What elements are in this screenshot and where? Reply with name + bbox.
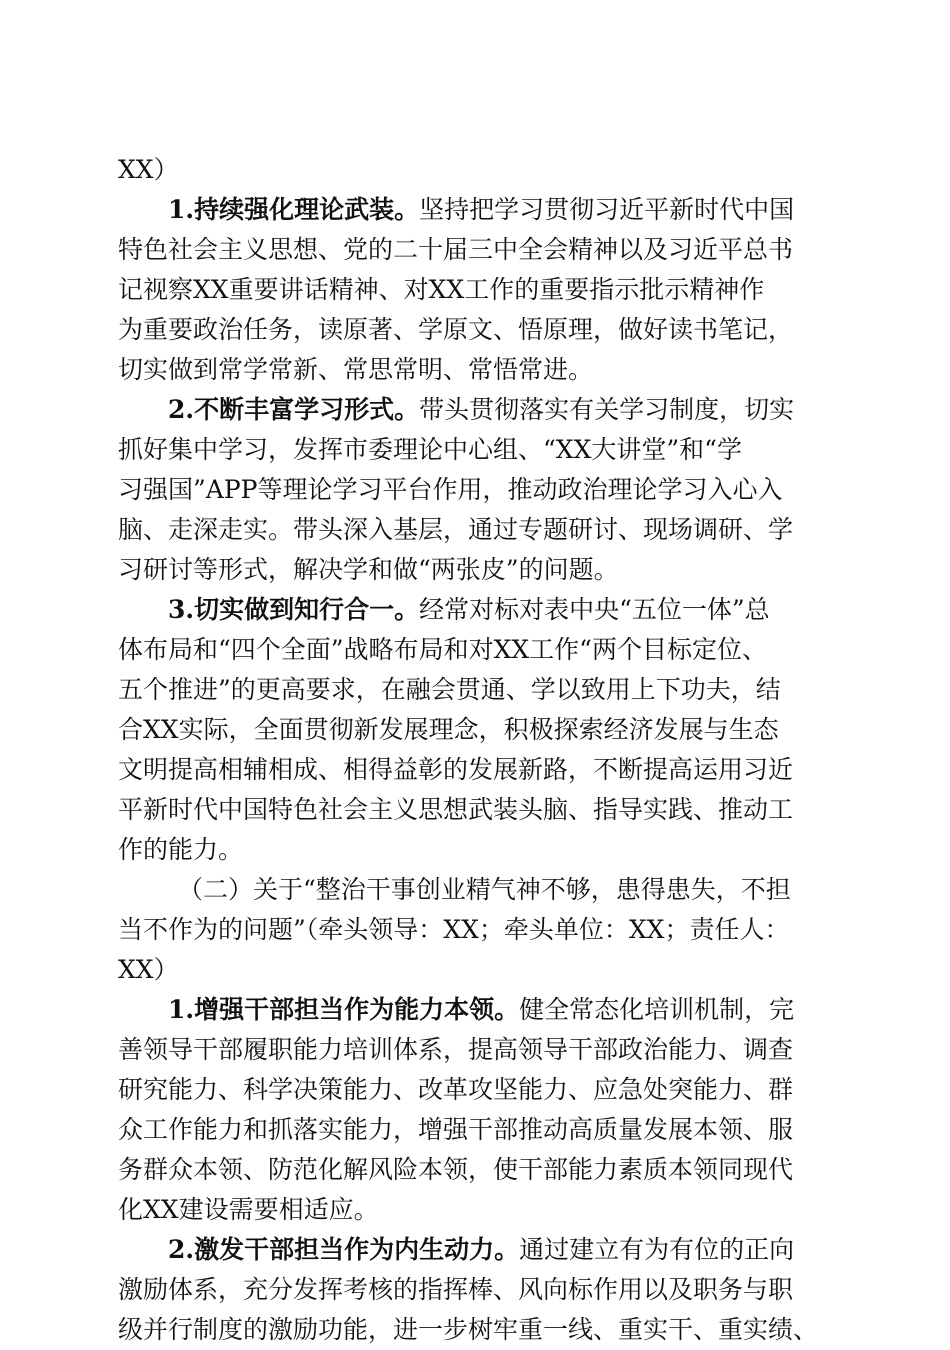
text-line: 抓好集中学习，发挥市委理论中心组、“XX大讲堂”和“学 bbox=[118, 435, 742, 464]
text-line: 合XX实际，全面贯彻新发展理念，积极探索经济发展与生态 bbox=[118, 715, 779, 744]
text-line: 务群众本领、防范化解风险本领，使干部能力素质本领同现代 bbox=[118, 1155, 794, 1184]
item-theory-armament bbox=[118, 190, 838, 390]
text-line bbox=[118, 1230, 838, 1270]
text-line: 体布局和“四个全面”战略布局和对XX工作“两个目标定位、 bbox=[118, 635, 767, 664]
text-line: 习研讨等形式，解决学和做“两张皮”的问题。 bbox=[118, 555, 619, 584]
text-line: XX） bbox=[118, 955, 179, 984]
item-text: 通过建立有为有位的正向 bbox=[519, 1235, 795, 1264]
item-text: 经常对标对表中央“五位一体”总 bbox=[419, 595, 770, 624]
section-heading-2 bbox=[118, 870, 838, 990]
text-line bbox=[118, 190, 838, 230]
text-line: 化XX建设需要相适应。 bbox=[118, 1195, 379, 1224]
text-line: 激励体系，充分发挥考核的指挥棒、风向标作用以及职务与职 bbox=[118, 1275, 794, 1304]
item-heading: 3.切实做到知行合一。 bbox=[168, 595, 420, 624]
text-line: 脑、走深走实。带头深入基层，通过专题研讨、现场调研、学 bbox=[118, 515, 794, 544]
item-learning-forms bbox=[118, 390, 838, 590]
item-text: 健全常态化培训机制，完 bbox=[519, 995, 795, 1024]
text-line: 五个推进”的更高要求，在融会贯通、学以致用上下功夫，结 bbox=[118, 675, 781, 704]
section1-tail bbox=[118, 150, 838, 190]
text-line: （二）关于“整治干事创业精气神不够，患得患失，不担 bbox=[178, 875, 791, 904]
item-heading: 2.不断丰富学习形式。 bbox=[168, 395, 420, 424]
text-line: 作的能力。 bbox=[118, 835, 244, 864]
item-cadre-ability bbox=[118, 990, 838, 1230]
text-line bbox=[118, 990, 838, 1030]
document-page bbox=[118, 150, 838, 1350]
item-heading: 2.激发干部担当作为内生动力。 bbox=[168, 1235, 520, 1264]
text-line: 平新时代中国特色社会主义思想武装头脑、指导实践、推动工 bbox=[118, 795, 794, 824]
text-line bbox=[118, 590, 838, 630]
item-knowledge-action bbox=[118, 590, 838, 870]
text-line: 众工作能力和抓落实能力，增强干部推动高质量发展本领、服 bbox=[118, 1115, 794, 1144]
text-line: 为重要政治任务，读原著、学原文、悟原理，做好读书笔记， bbox=[118, 315, 794, 344]
item-cadre-motivation bbox=[118, 1230, 838, 1350]
text-line: 记视察XX重要讲话精神、对XX工作的重要指示批示精神作 bbox=[118, 275, 765, 304]
text-line: 习强国”APP等理论学习平台作用，推动政治理论学习入心入 bbox=[118, 475, 783, 504]
item-text: 坚持把学习贯彻习近平新时代中国 bbox=[419, 195, 795, 224]
item-text: 带头贯彻落实有关学习制度，切实 bbox=[419, 395, 795, 424]
text-line: 级并行制度的激励功能，进一步树牢重一线、重实干、重实绩、 bbox=[118, 1315, 819, 1344]
item-heading: 1.增强干部担当作为能力本领。 bbox=[168, 995, 520, 1024]
text-line: 善领导干部履职能力培训体系，提高领导干部政治能力、调查 bbox=[118, 1035, 794, 1064]
text-line: 特色社会主义思想、党的二十届三中全会精神以及习近平总书 bbox=[118, 235, 794, 264]
item-heading: 1.持续强化理论武装。 bbox=[168, 195, 420, 224]
text-line: 当不作为的问题”（牵头领导：XX；牵头单位：XX；责任人： bbox=[118, 915, 790, 944]
text-line: 切实做到常学常新、常思常明、常悟常进。 bbox=[118, 355, 594, 384]
text-line: 研究能力、科学决策能力、改革攻坚能力、应急处突能力、群 bbox=[118, 1075, 794, 1104]
text-line: XX） bbox=[118, 155, 179, 184]
text-line bbox=[118, 390, 838, 430]
text-line: 文明提高相辅相成、相得益彰的发展新路，不断提高运用习近 bbox=[118, 755, 794, 784]
